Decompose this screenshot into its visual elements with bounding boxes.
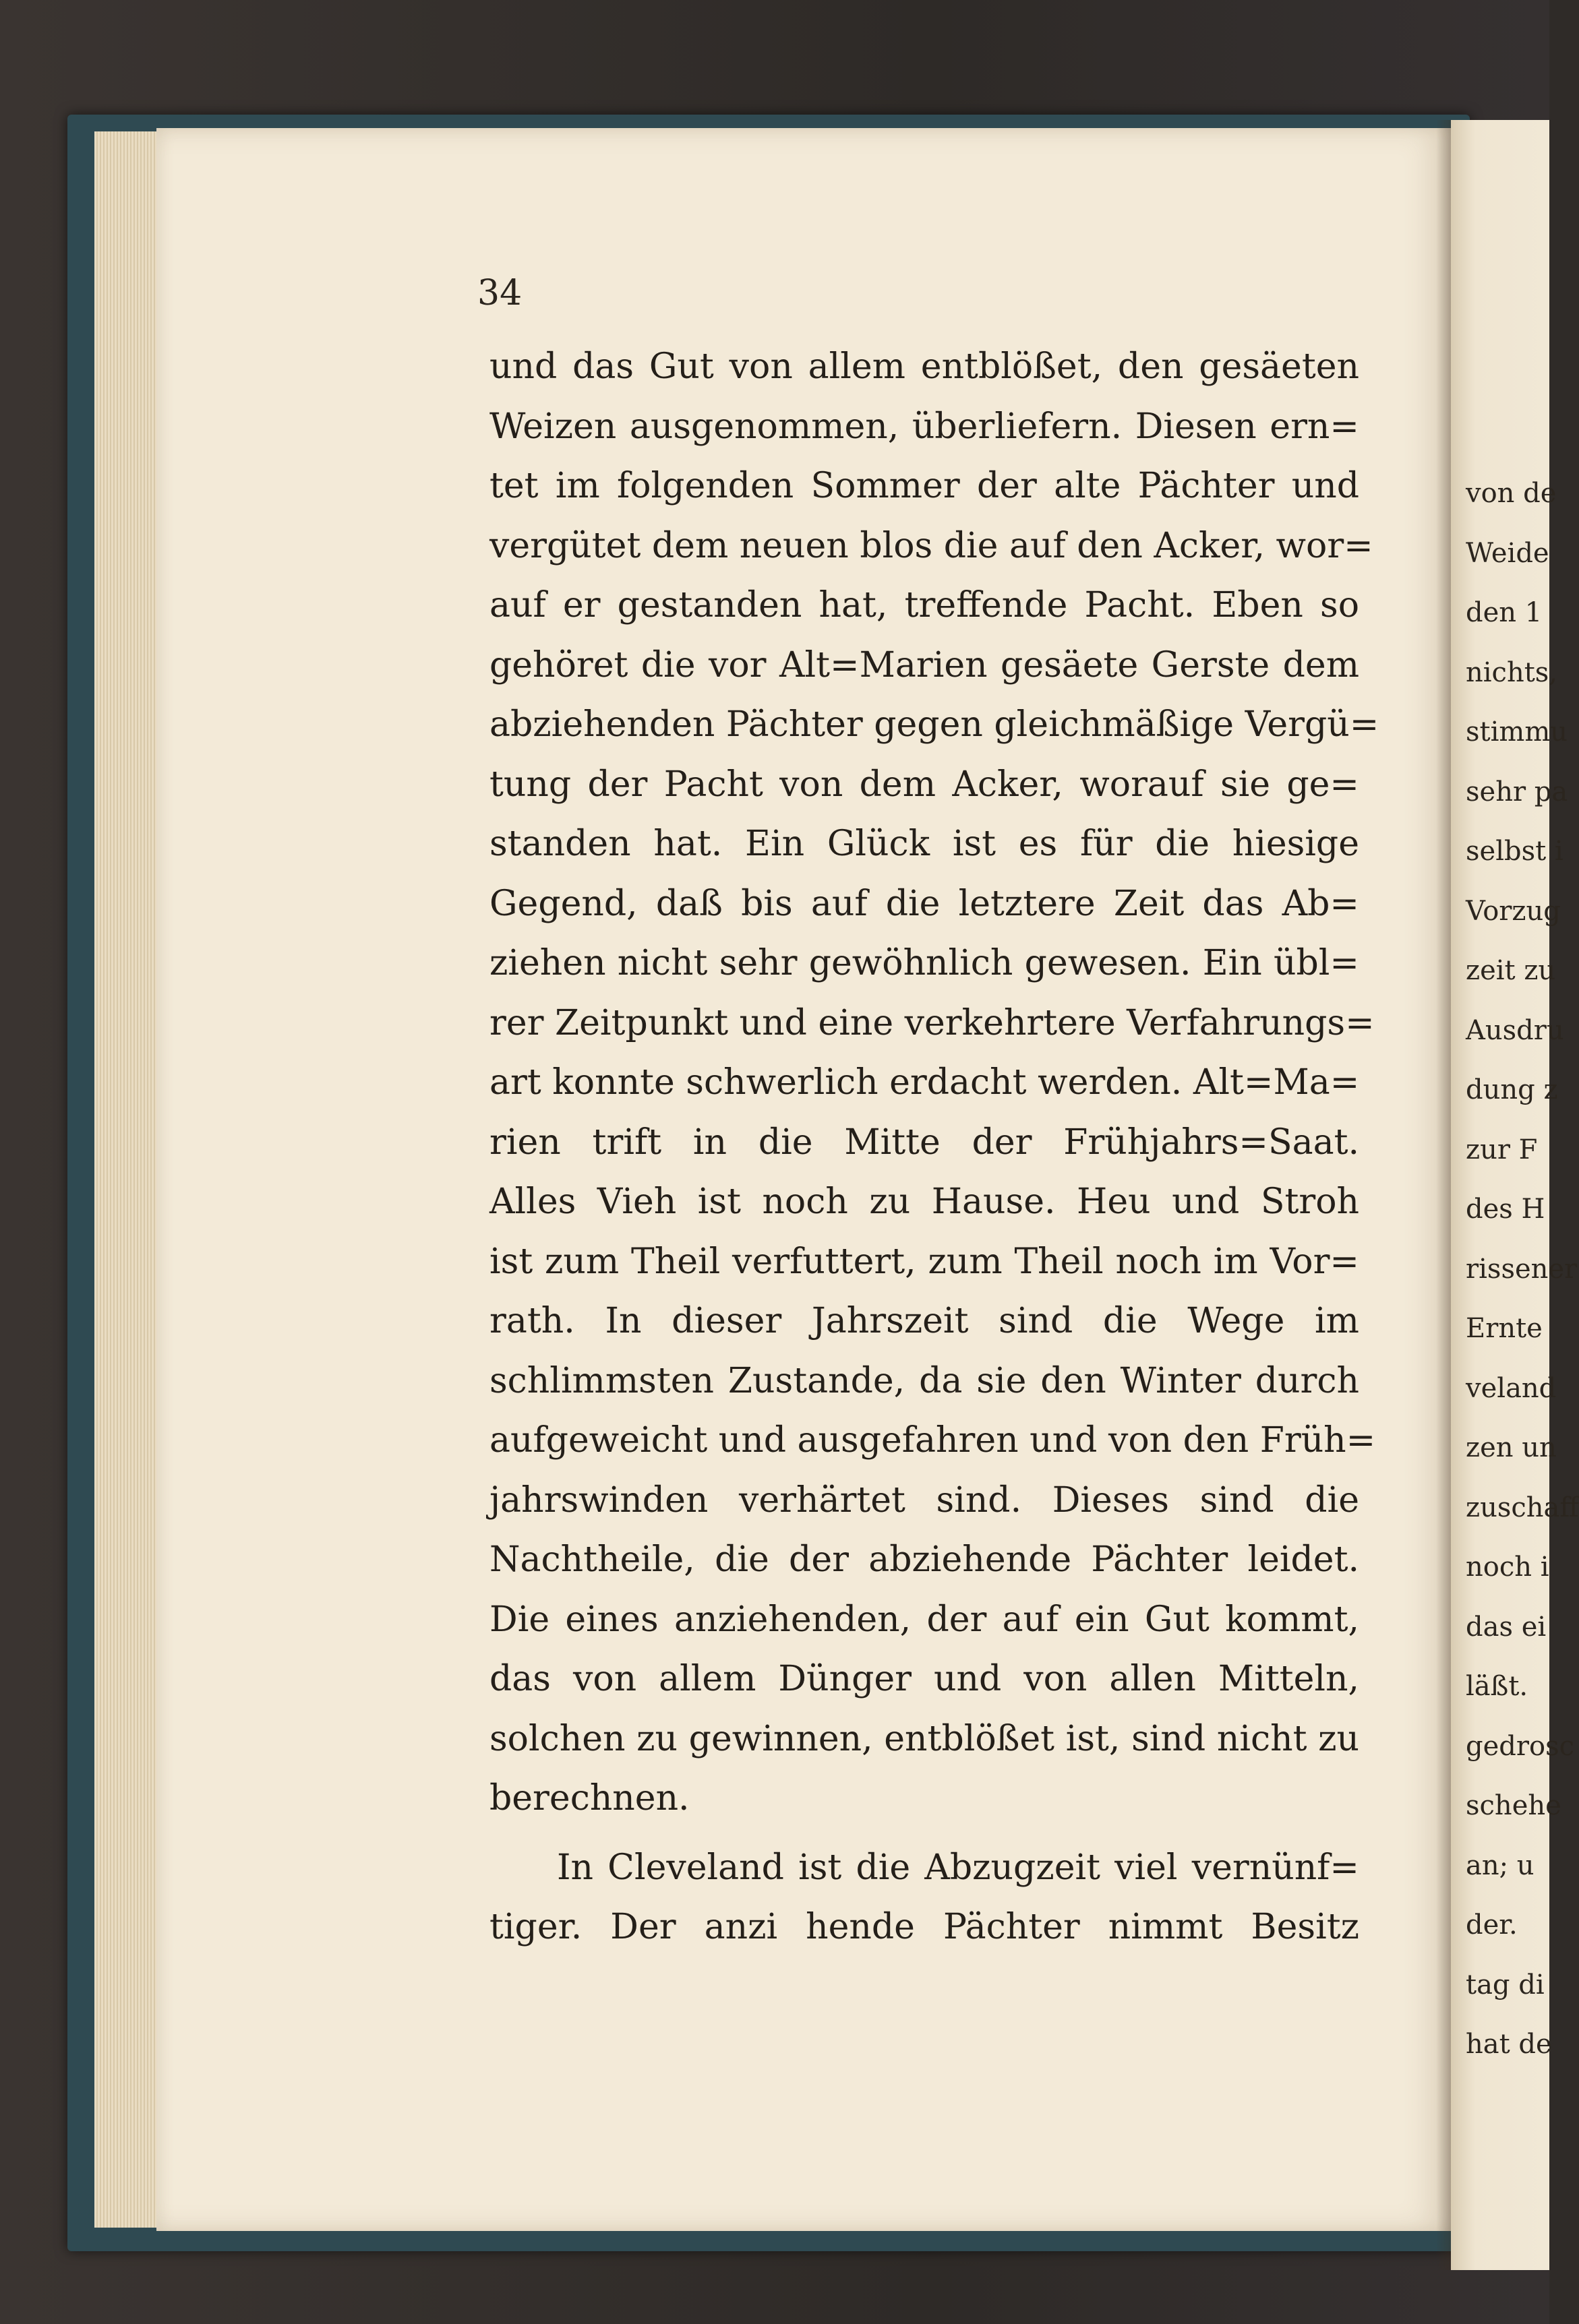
text-line: rath. In dieser Jahrszeit sind die Wege im	[489, 1301, 1359, 1341]
facing-text-fragment: von de	[1466, 478, 1557, 509]
text-line: berechnen.	[489, 1778, 690, 1818]
facing-page-text	[1466, 464, 1579, 2075]
facing-text-fragment: den 1	[1466, 597, 1543, 628]
facing-page	[1451, 120, 1579, 2270]
text-line: aufgeweicht und ausgefahren und von den Früh=	[489, 1420, 1376, 1461]
facing-text-fragment: nichts,	[1466, 656, 1558, 688]
text-line: solchen zu gewinnen, entblößet ist, sind nicht zu	[489, 1718, 1359, 1759]
facing-text-fragment: zen un	[1466, 1432, 1557, 1463]
facing-text-fragment: dung z	[1466, 1074, 1558, 1105]
text-line: rien trift in die Mitte der Frühjahrs=Saat.	[489, 1122, 1359, 1163]
text-line: rer Zeitpunkt und eine verkehrtere Verfahrungs=	[489, 1002, 1375, 1043]
text-line: vergütet dem neuen blos die auf den Acker, wor=	[489, 525, 1373, 566]
facing-text-fragment: rissener	[1466, 1253, 1578, 1285]
text-line: tung der Pacht von dem Acker, worauf sie ge=	[489, 764, 1359, 805]
facing-text-fragment: des H	[1466, 1194, 1545, 1225]
facing-text-fragment: sehr pa	[1466, 776, 1568, 807]
facing-text-fragment: zur F	[1466, 1134, 1538, 1165]
text-line: tet im folgenden Sommer der alte Pächter und	[489, 466, 1359, 506]
text-line: Alles Vieh ist noch zu Hause. Heu und Stroh	[489, 1182, 1359, 1222]
text-line: art konnte schwerlich erdacht werden. Alt=Ma=	[489, 1062, 1360, 1103]
text-line: Die eines anziehenden, der auf ein Gut kommt,	[489, 1599, 1359, 1640]
text-line: und das Gut von allem entblößet, den gesäeten	[489, 346, 1359, 387]
text-line: schlimmsten Zustande, da sie den Winter durch	[489, 1360, 1359, 1401]
text-line: gehöret die vor Alt=Marien gesäete Gerste dem	[489, 644, 1359, 685]
text-line: jahrswinden verhärtet sind. Dieses sind die	[489, 1479, 1359, 1521]
facing-text-fragment: Weide	[1466, 537, 1549, 569]
facing-text-fragment: tag di	[1466, 1969, 1545, 2000]
facing-text-fragment: schehe	[1466, 1790, 1561, 1821]
facing-text-fragment: hat de	[1466, 2029, 1552, 2060]
text-line: auf er gestanden hat, treffende Pacht. Eben so	[489, 585, 1359, 625]
text-line: In Cleveland ist die Abzugzeit viel vernünf=	[557, 1847, 1359, 1888]
facing-text-fragment: selbst i	[1466, 836, 1563, 867]
text-line: ziehen nicht sehr gewöhnlich gewesen. Ein übl=	[489, 943, 1359, 983]
facing-text-fragment: Ernte	[1466, 1313, 1543, 1344]
page-body-text	[489, 337, 1379, 1957]
facing-text-fragment: zeit zu	[1466, 955, 1556, 986]
text-line: das von allem Dünger und von allen Mitteln,	[489, 1659, 1359, 1699]
text-line: Gegend, daß bis auf die letztere Zeit das Ab=	[489, 883, 1359, 924]
facing-text-fragment: läßt.	[1466, 1671, 1528, 1702]
facing-text-fragment: der.	[1466, 1909, 1518, 1940]
text-line: tiger. Der anzi hende Pächter nimmt Besitz	[489, 1907, 1359, 1947]
facing-text-fragment: noch i	[1466, 1552, 1549, 1583]
text-line: ist zum Theil verfuttert, zum Theil noch im Vor=	[489, 1241, 1359, 1282]
facing-text-fragment: Vorzug	[1466, 895, 1561, 927]
facing-text-fragment: veland	[1466, 1372, 1557, 1404]
text-line: Weizen ausgenommen, überliefern. Diesen ern=	[489, 406, 1359, 447]
text-line: abziehenden Pächter gegen gleichmäßige Vergü=	[489, 704, 1379, 745]
facing-text-fragment: zuschaff	[1466, 1492, 1579, 1523]
facing-text-fragment: stimmu	[1466, 716, 1568, 747]
text-line: standen hat. Ein Glück ist es für die hiesige	[489, 824, 1359, 864]
page-number: 34	[477, 273, 523, 313]
facing-text-fragment: gedrosc	[1466, 1730, 1575, 1762]
facing-text-fragment: das ei	[1466, 1611, 1547, 1643]
text-line: Nachtheile, die der abziehende Pächter leidet.	[489, 1539, 1359, 1580]
facing-text-fragment: Ausdru	[1466, 1014, 1564, 1046]
facing-text-fragment: an; u	[1466, 1849, 1535, 1881]
